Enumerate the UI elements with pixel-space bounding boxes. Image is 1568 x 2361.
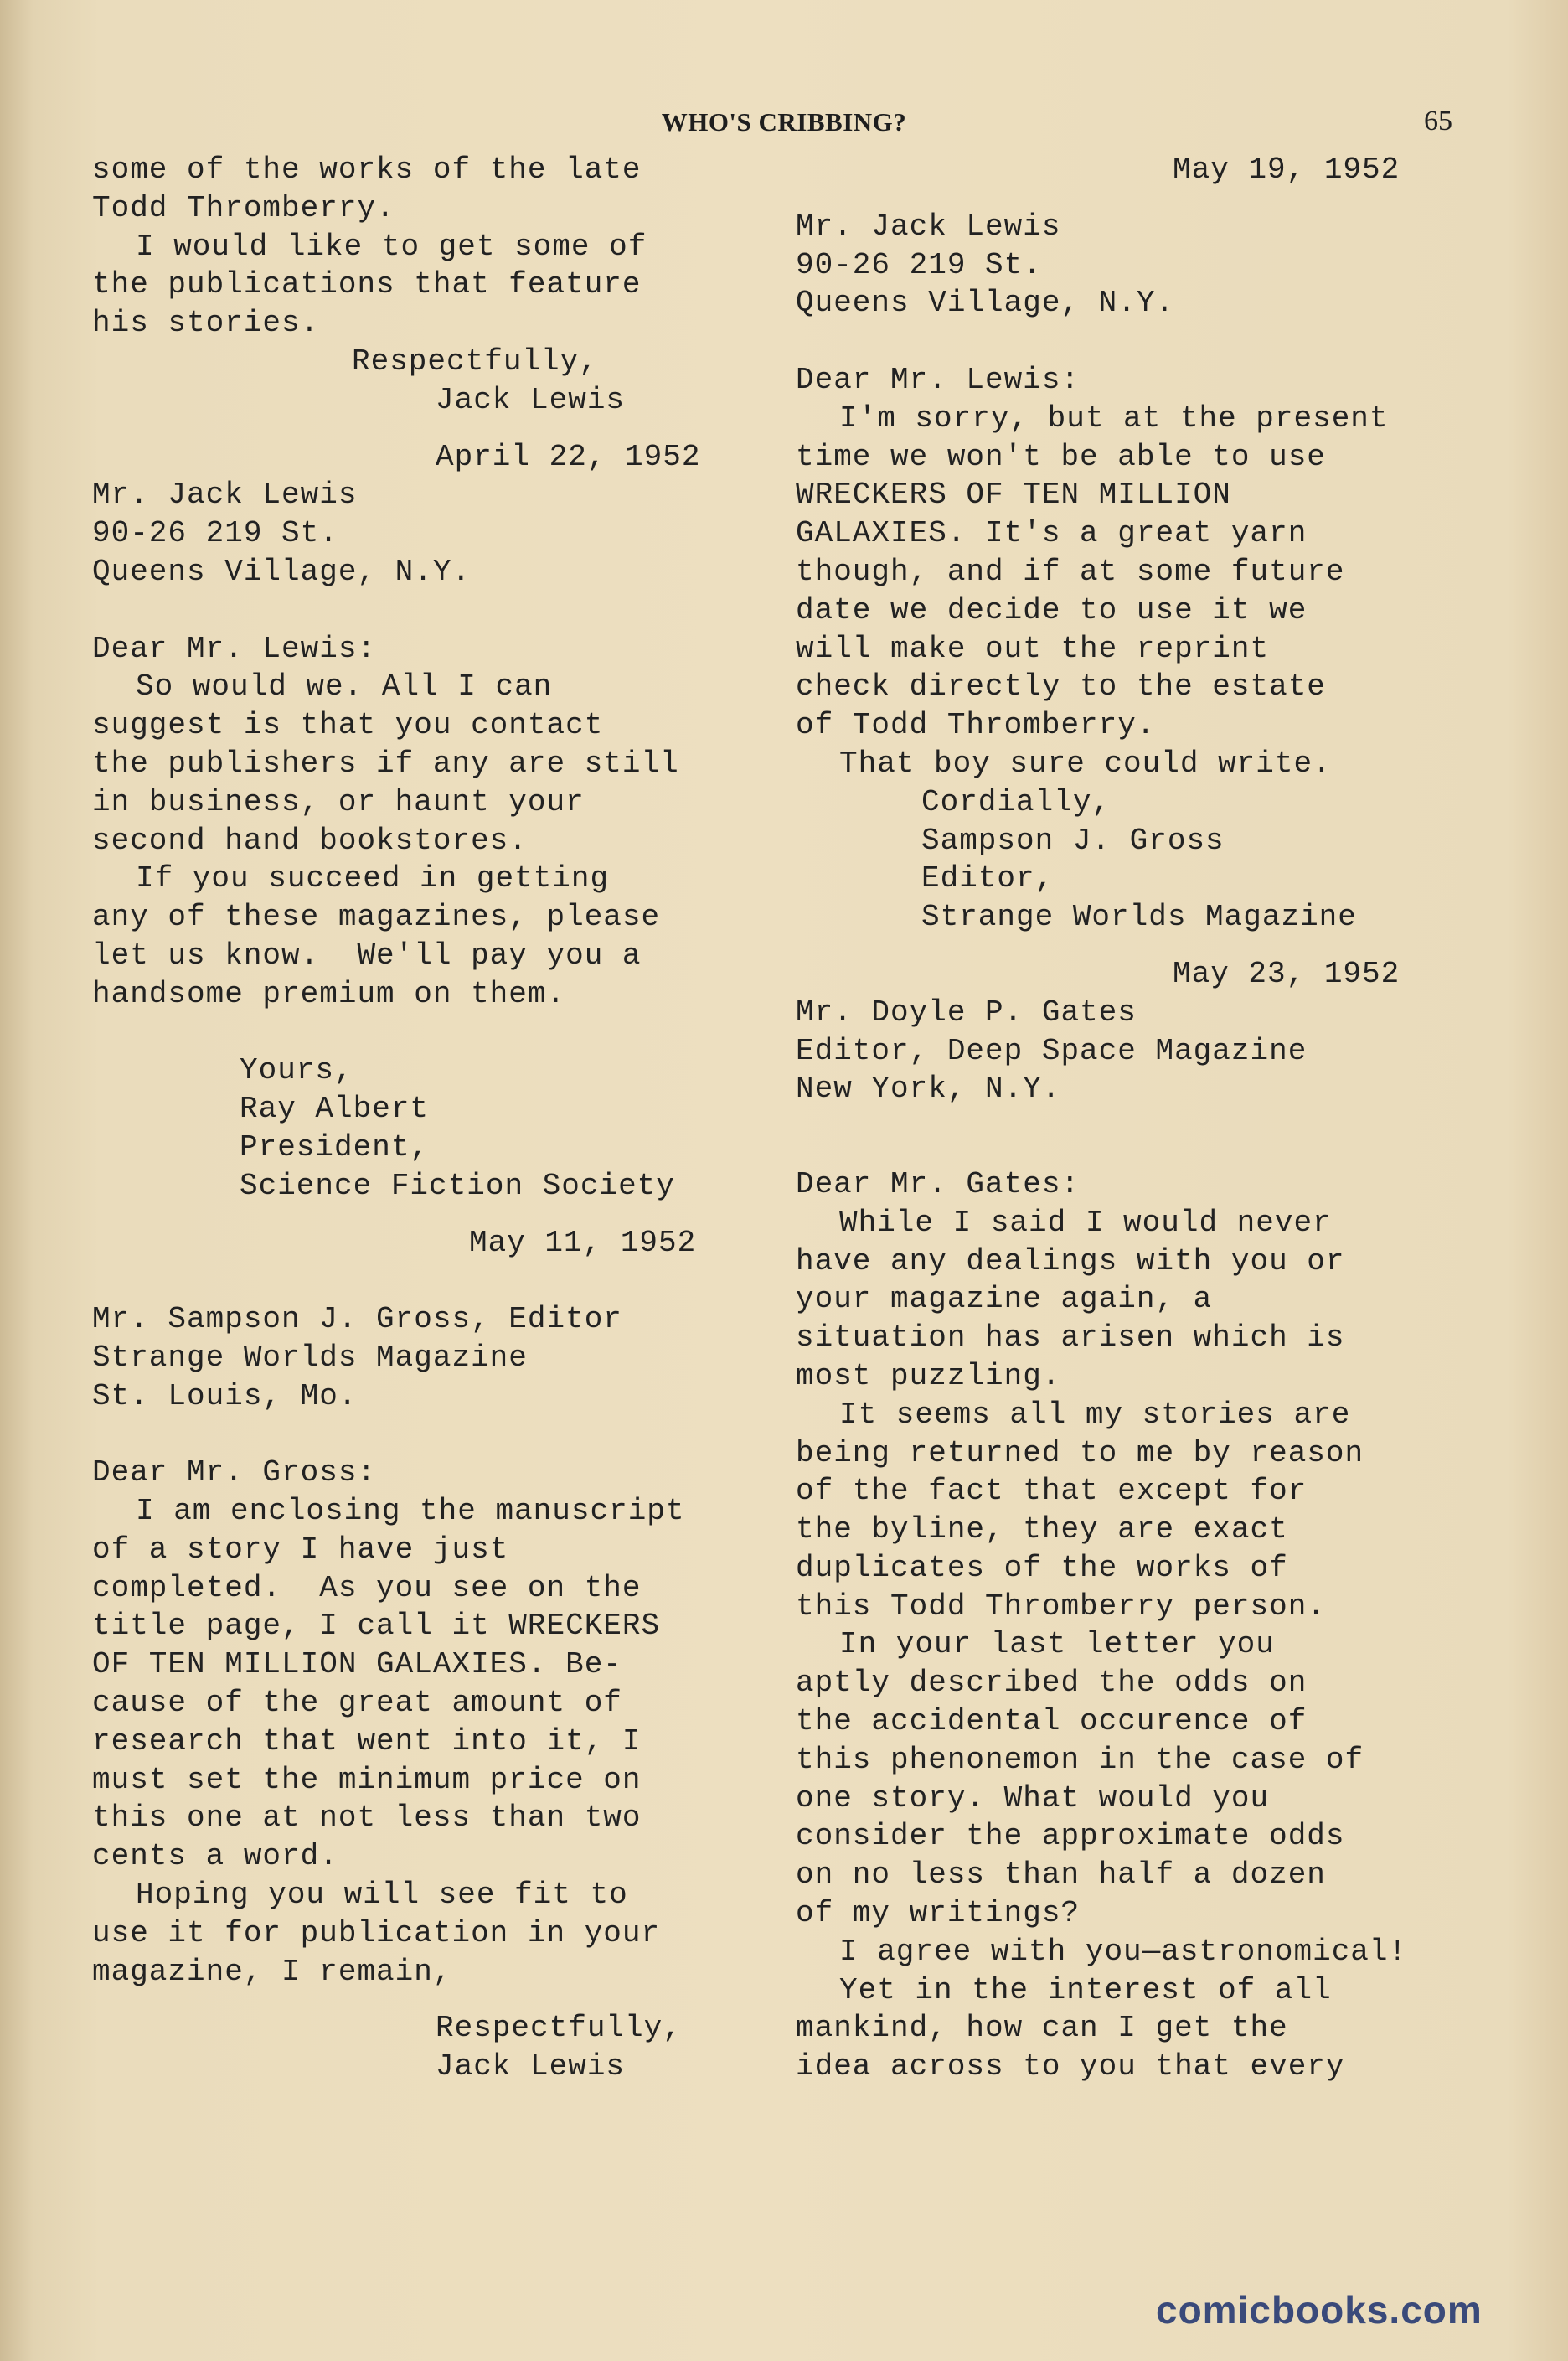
signature-closing: Cordially,	[921, 784, 1112, 819]
text-line: suggest is that you contact	[92, 708, 604, 743]
text-line: on no less than half a dozen	[796, 1857, 1326, 1893]
text-line: let us know. We'll pay you a	[92, 938, 642, 973]
address-line: 90-26 219 St.	[796, 247, 1042, 282]
text-line: So would we. All I can	[136, 669, 553, 705]
text-line: will make out the reprint	[796, 631, 1270, 666]
text-line: situation has arisen which is	[796, 1320, 1345, 1356]
text-line: GALAXIES. It's a great yarn	[796, 516, 1308, 551]
text-line: use it for publication in your	[92, 1915, 661, 1950]
left-column	[92, 151, 762, 2086]
text-line: Todd Thromberry.	[92, 190, 395, 225]
text-line: In your last letter you	[839, 1627, 1275, 1662]
letter-date: April 22, 1952	[436, 439, 701, 474]
text-line: mankind, how can I get the	[796, 2011, 1288, 2046]
text-line: this one at not less than two	[92, 1800, 642, 1836]
text-line: If you succeed in getting	[136, 861, 610, 896]
text-line: the publishers if any are still	[92, 746, 679, 781]
text-line: cause of the great amount of	[92, 1686, 622, 1721]
text-line: the byline, they are exact	[796, 1512, 1288, 1547]
signature-organization: Strange Worlds Magazine	[921, 900, 1357, 935]
text-line: time we won't be able to use	[796, 439, 1326, 474]
text-line: consider the approximate odds	[796, 1819, 1345, 1854]
text-line: your magazine again, a	[796, 1282, 1213, 1317]
address-line: Queens Village, N.Y.	[796, 286, 1175, 321]
text-line: this phenonemon in the case of	[796, 1742, 1364, 1777]
text-line: cents a word.	[92, 1839, 338, 1874]
text-line: second hand bookstores.	[92, 823, 528, 858]
signature-name: Jack Lewis	[436, 2049, 626, 2085]
text-line: OF TEN MILLION GALAXIES. Be-	[92, 1647, 622, 1682]
text-line: of Todd Thromberry.	[796, 708, 1156, 743]
text-line: of a story I have just	[92, 1532, 509, 1567]
address-line: Mr. Jack Lewis	[796, 209, 1061, 244]
text-line: duplicates of the works of	[796, 1550, 1288, 1585]
letter-date: May 11, 1952	[469, 1225, 697, 1260]
text-line: of my writings?	[796, 1896, 1081, 1931]
text-line: handsome premium on them.	[92, 976, 566, 1011]
text-line: That boy sure could write.	[839, 746, 1332, 781]
address-line: Queens Village, N.Y.	[92, 554, 472, 589]
address-line: 90-26 219 St.	[92, 516, 338, 551]
text-line: this Todd Thromberry person.	[796, 1589, 1326, 1624]
signature-name: Sampson J. Gross	[921, 823, 1225, 858]
text-line: most puzzling.	[796, 1358, 1061, 1393]
text-line: Hoping you will see fit to	[136, 1878, 628, 1913]
text-line: the publications that feature	[92, 267, 642, 302]
running-header-title: WHO'S CRIBBING?	[661, 107, 907, 137]
address-line: New York, N.Y.	[796, 1072, 1061, 1107]
address-line: St. Louis, Mo.	[92, 1378, 358, 1413]
salutation: Dear Mr. Lewis:	[796, 362, 1081, 397]
signature-closing: Respectfully,	[436, 2011, 682, 2046]
text-line: aptly described the odds on	[796, 1666, 1308, 1701]
site-watermark: comicbooks.com	[1156, 2288, 1483, 2332]
signature-title: Editor,	[921, 861, 1055, 896]
salutation: Dear Mr. Gates:	[796, 1166, 1081, 1201]
text-line: WRECKERS OF TEN MILLION	[796, 478, 1231, 513]
address-line: Mr. Jack Lewis	[92, 478, 358, 513]
signature-closing: Yours,	[240, 1053, 353, 1088]
salutation: Dear Mr. Gross:	[92, 1455, 377, 1490]
address-line: Strange Worlds Magazine	[92, 1340, 528, 1375]
text-line: of the fact that except for	[796, 1474, 1308, 1509]
text-line: being returned to me by reason	[796, 1435, 1364, 1470]
letter-date: May 19, 1952	[1173, 152, 1400, 187]
address-line: Editor, Deep Space Magazine	[796, 1033, 1308, 1068]
text-line: date we decide to use it we	[796, 592, 1308, 628]
text-line: completed. As you see on the	[92, 1570, 642, 1605]
text-line: research that went into it, I	[92, 1723, 642, 1759]
text-line: any of these magazines, please	[92, 900, 661, 935]
text-line: While I said I would never	[839, 1205, 1332, 1240]
text-line: I am enclosing the manuscript	[136, 1494, 685, 1529]
address-line: Mr. Sampson J. Gross, Editor	[92, 1302, 622, 1337]
text-line: must set the minimum price on	[92, 1762, 642, 1797]
text-line: the accidental occurence of	[796, 1704, 1308, 1739]
right-column	[796, 151, 1508, 2086]
signature-name: Ray Albert	[240, 1092, 430, 1127]
address-line: Mr. Doyle P. Gates	[796, 995, 1137, 1030]
page-number: 65	[1424, 106, 1452, 137]
text-line: his stories.	[92, 306, 320, 341]
text-line: title page, I call it WRECKERS	[92, 1609, 661, 1644]
text-line: check directly to the estate	[796, 669, 1326, 705]
signature-closing: Respectfully,	[352, 344, 598, 379]
text-line: though, and if at some future	[796, 554, 1345, 589]
text-line: one story. What would you	[796, 1780, 1270, 1816]
text-line: have any dealings with you or	[796, 1243, 1345, 1279]
signature-name: Jack Lewis	[436, 382, 626, 417]
signature-title: President,	[240, 1129, 430, 1165]
text-line: I would like to get some of	[136, 229, 647, 264]
salutation: Dear Mr. Lewis:	[92, 631, 377, 666]
text-line: some of the works of the late	[92, 152, 642, 187]
text-line: Yet in the interest of all	[839, 1972, 1332, 2007]
letter-date: May 23, 1952	[1173, 956, 1400, 991]
text-line: in business, or haunt your	[92, 784, 585, 819]
text-line: It seems all my stories are	[839, 1397, 1351, 1432]
text-line: magazine, I remain,	[92, 1954, 452, 1989]
text-line: I'm sorry, but at the present	[839, 400, 1389, 436]
text-line: I agree with you—astronomical!	[839, 1934, 1408, 1969]
text-line: idea across to you that every	[796, 2049, 1345, 2085]
signature-organization: Science Fiction Society	[240, 1168, 675, 1203]
